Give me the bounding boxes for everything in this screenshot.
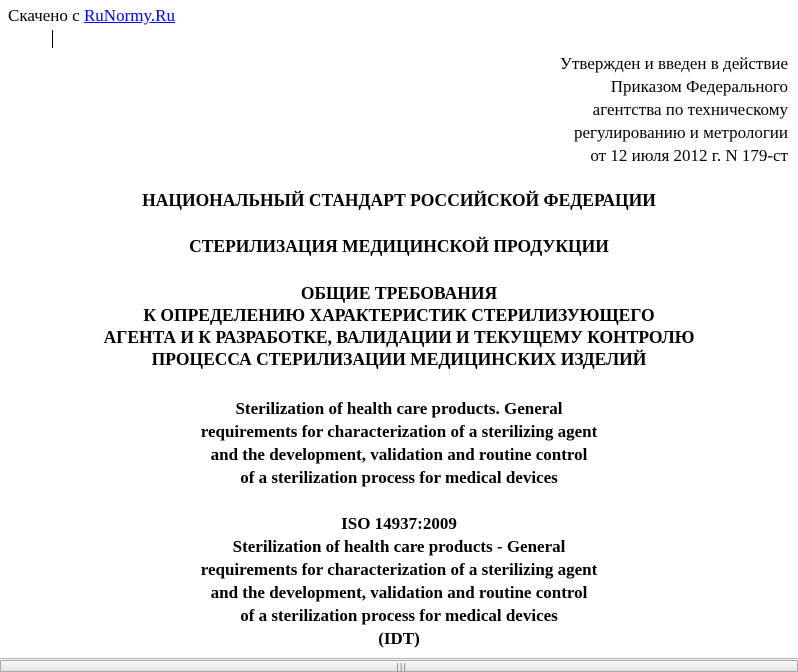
text-caret [52, 30, 53, 48]
approval-line: регулированию и метрологии [573, 123, 788, 142]
english-title-line: Sterilization of health care products. General [235, 399, 563, 418]
iso-title-line: requirements for characterization of a sterilizing agent [200, 560, 598, 579]
english-title-line: of a sterilization process for medical devices [240, 468, 558, 487]
source-link[interactable]: RuNormy.Ru [83, 6, 175, 25]
horizontal-scrollbar[interactable] [0, 658, 798, 672]
iso-title-line: and the development, validation and routine control [210, 583, 588, 602]
approval-line: агентства по техническому [592, 100, 788, 119]
section-title: СТЕРИЛИЗАЦИЯ МЕДИЦИНСКОЙ ПРОДУКЦИИ [189, 236, 609, 256]
main-title [0, 282, 798, 370]
main-title-line: ОБЩИЕ ТРЕБОВАНИЯ [300, 283, 498, 303]
main-title-line: К ОПРЕДЕЛЕНИЮ ХАРАКТЕРИСТИК СТЕРИЛИЗУЮЩЕГО [143, 305, 655, 325]
main-title-line: АГЕНТА И К РАЗРАБОТКЕ, ВАЛИДАЦИИ И ТЕКУЩЕМУ КОНТРОЛЮ [103, 327, 695, 347]
standard-type: НАЦИОНАЛЬНЫЙ СТАНДАРТ РОССИЙСКОЙ ФЕДЕРАЦИИ [142, 190, 656, 210]
approval-line: Приказом Федерального [610, 77, 788, 96]
scrollbar-thumb[interactable] [0, 660, 798, 672]
main-title-line: ПРОЦЕССА СТЕРИЛИЗАЦИИ МЕДИЦИНСКИХ ИЗДЕЛИЙ [151, 349, 647, 369]
english-title [0, 397, 798, 489]
source-prefix: Скачено с [8, 6, 80, 25]
iso-block [0, 512, 798, 650]
english-title-line: requirements for characterization of a sterilizing agent [200, 422, 598, 441]
approval-line: Утвержден и введен в действие [559, 54, 788, 73]
iso-title-line: Sterilization of health care products - General [232, 537, 566, 556]
english-title-line: and the development, validation and routine control [210, 445, 588, 464]
source-line [8, 6, 175, 26]
iso-title-line: of a sterilization process for medical devices [240, 606, 558, 625]
iso-identity: (IDT) [378, 629, 420, 648]
approval-line: от 12 июля 2012 г. N 179-ст [590, 146, 788, 165]
scrollbar-grip-icon: ||| [396, 662, 408, 671]
approval-block [560, 52, 788, 167]
iso-code: ISO 14937:2009 [341, 514, 457, 533]
